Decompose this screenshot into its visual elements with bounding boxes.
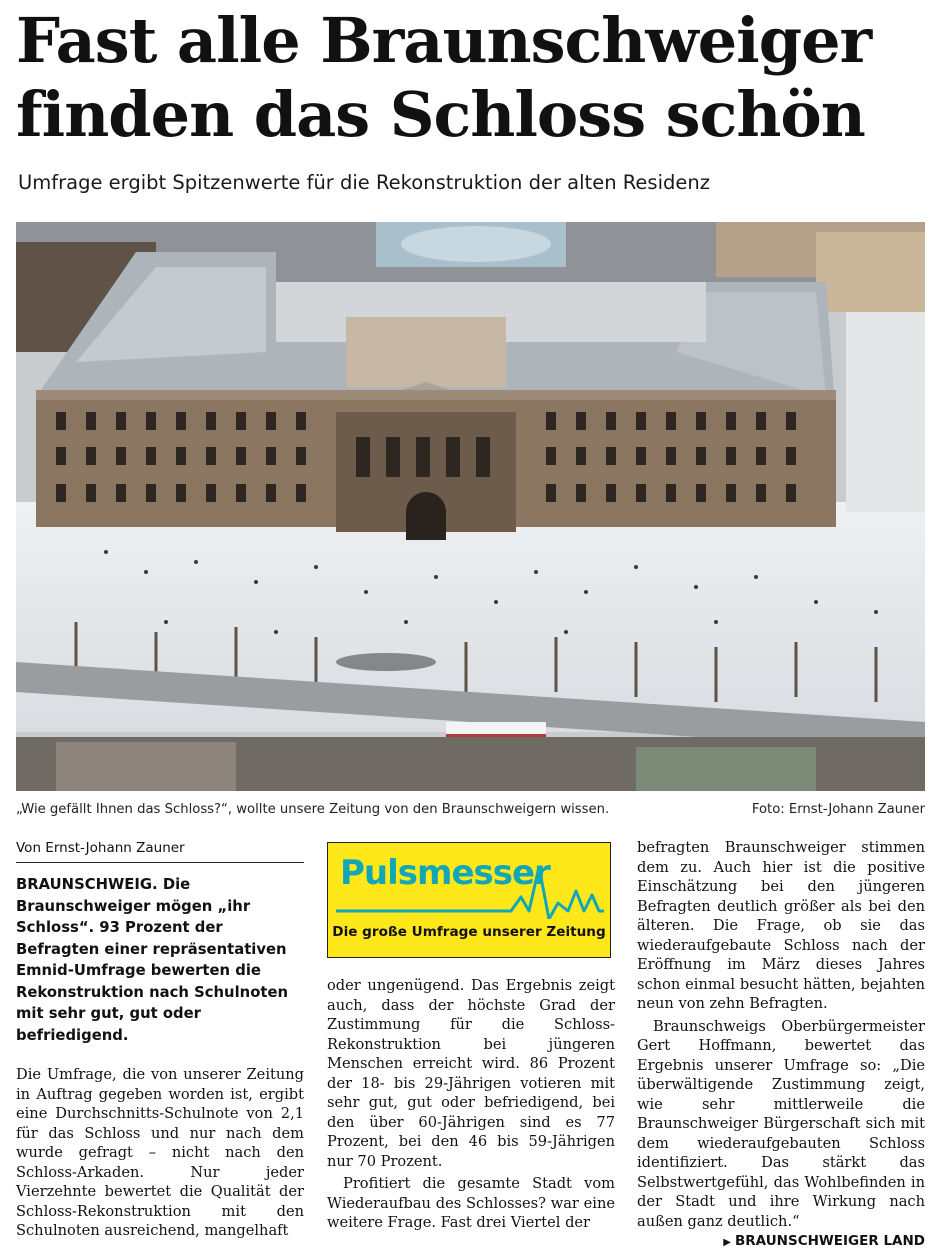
article-headline: Fast alle Braunschweiger finden das Schloss schön [16, 4, 872, 151]
article-byline: Von Ernst-Johann Zauner [16, 838, 304, 863]
article-column-1 [16, 838, 304, 1241]
pulsmesser-badge [327, 842, 611, 958]
pulsmesser-title: Pulsmesser [340, 853, 550, 893]
article-body-paragraph: befragten Braunschweiger stimmen dem zu. Auch hier ist die positive Einschätzung bei den jüngeren Befragten deutlich größer als bei den älteren. Die Frage, ob sie das wiederaufgebaute Schloss nach der Eröffnung im März dieses Jahres schon einmal besucht hätten, bejahten neun von zehn Befragten. [637, 839, 925, 1012]
photo-caption-row [16, 800, 925, 820]
photo-credit: Foto: Ernst-Johann Zauner [751, 802, 925, 817]
article-body-text: Braunschweigs Oberbürgermeister Gert Hoffmann, bewertet das Ergebnis unserer Umfrage so: „Die überwältigende Zustimmung zeigt, wie sehr mittlerweile die Braunschweiger Bürgerschaft sich mit dem wiederaufgebauten Schloss identifiziert. Das stärkt das Selbstwertgefühl, das Wohlbefinden in der Stadt und ihre Wirkung nach außen ganz deutlich.“ [637, 1017, 925, 1230]
article-column-2 [327, 838, 615, 1233]
heartbeat-line-icon [336, 849, 604, 919]
article-subheadline: Umfrage ergibt Spitzenwerte für die Rekonstruktion der alten Residenz [18, 171, 710, 194]
castle-aerial-photo [16, 222, 925, 791]
section-reference-label: BRAUNSCHWEIGER LAND [735, 1233, 925, 1249]
photo-caption: „Wie gefällt Ihnen das Schloss?“, wollte unsere Zeitung von den Braunschweigern wissen. [16, 802, 610, 817]
article-body-paragraph: Die Umfrage, die von unserer Zeitung in Auftrag gegeben worden ist, ergibt eine Durchschnitts-Schulnote von 2,1 für das Schloss und nur nach dem wurde gefragt – nicht nach den Schloss-Arkaden. Nur jeder Vierzehnte bewertet die Qualität der Schloss-Rekonstruktion mit den Schulnoten ausreichend, mangelhaft [16, 1066, 304, 1239]
section-reference-link[interactable] [707, 1232, 925, 1253]
triangle-right-icon: ▶ [723, 1237, 731, 1248]
article-column-3 [637, 838, 925, 1253]
article-body-paragraph [637, 1017, 925, 1249]
article-lead: BRAUNSCHWEIG. Die Braunschweiger mögen „ihr Schloss“. 93 Prozent der Befragten einer repräsentativen Emnid-Umfrage bewerten die Rekonstruktion nach Schulnoten mit sehr gut, gut oder befriedigend. [16, 876, 289, 1044]
article-body-paragraph: Profitiert die gesamte Stadt vom Wiederaufbau des Schlosses? war eine weitere Frage. Fast drei Viertel der [327, 1175, 615, 1231]
pulsmesser-subtitle: Die große Umfrage unserer Zeitung [332, 924, 606, 940]
article-body-paragraph: oder ungenügend. Das Ergebnis zeigt auch, dass der höchste Grad der Zustimmung für die Schloss-Rekonstruktion bei jüngeren Menschen erreicht wird. 86 Prozent der 18- bis 29-Jährigen votieren mit sehr gut, gut oder befriedigend, bei den über 60-Jährigen sind es 77 Prozent, bei den 46 bis 59-Jährigen nur 70 Prozent. [327, 977, 615, 1170]
